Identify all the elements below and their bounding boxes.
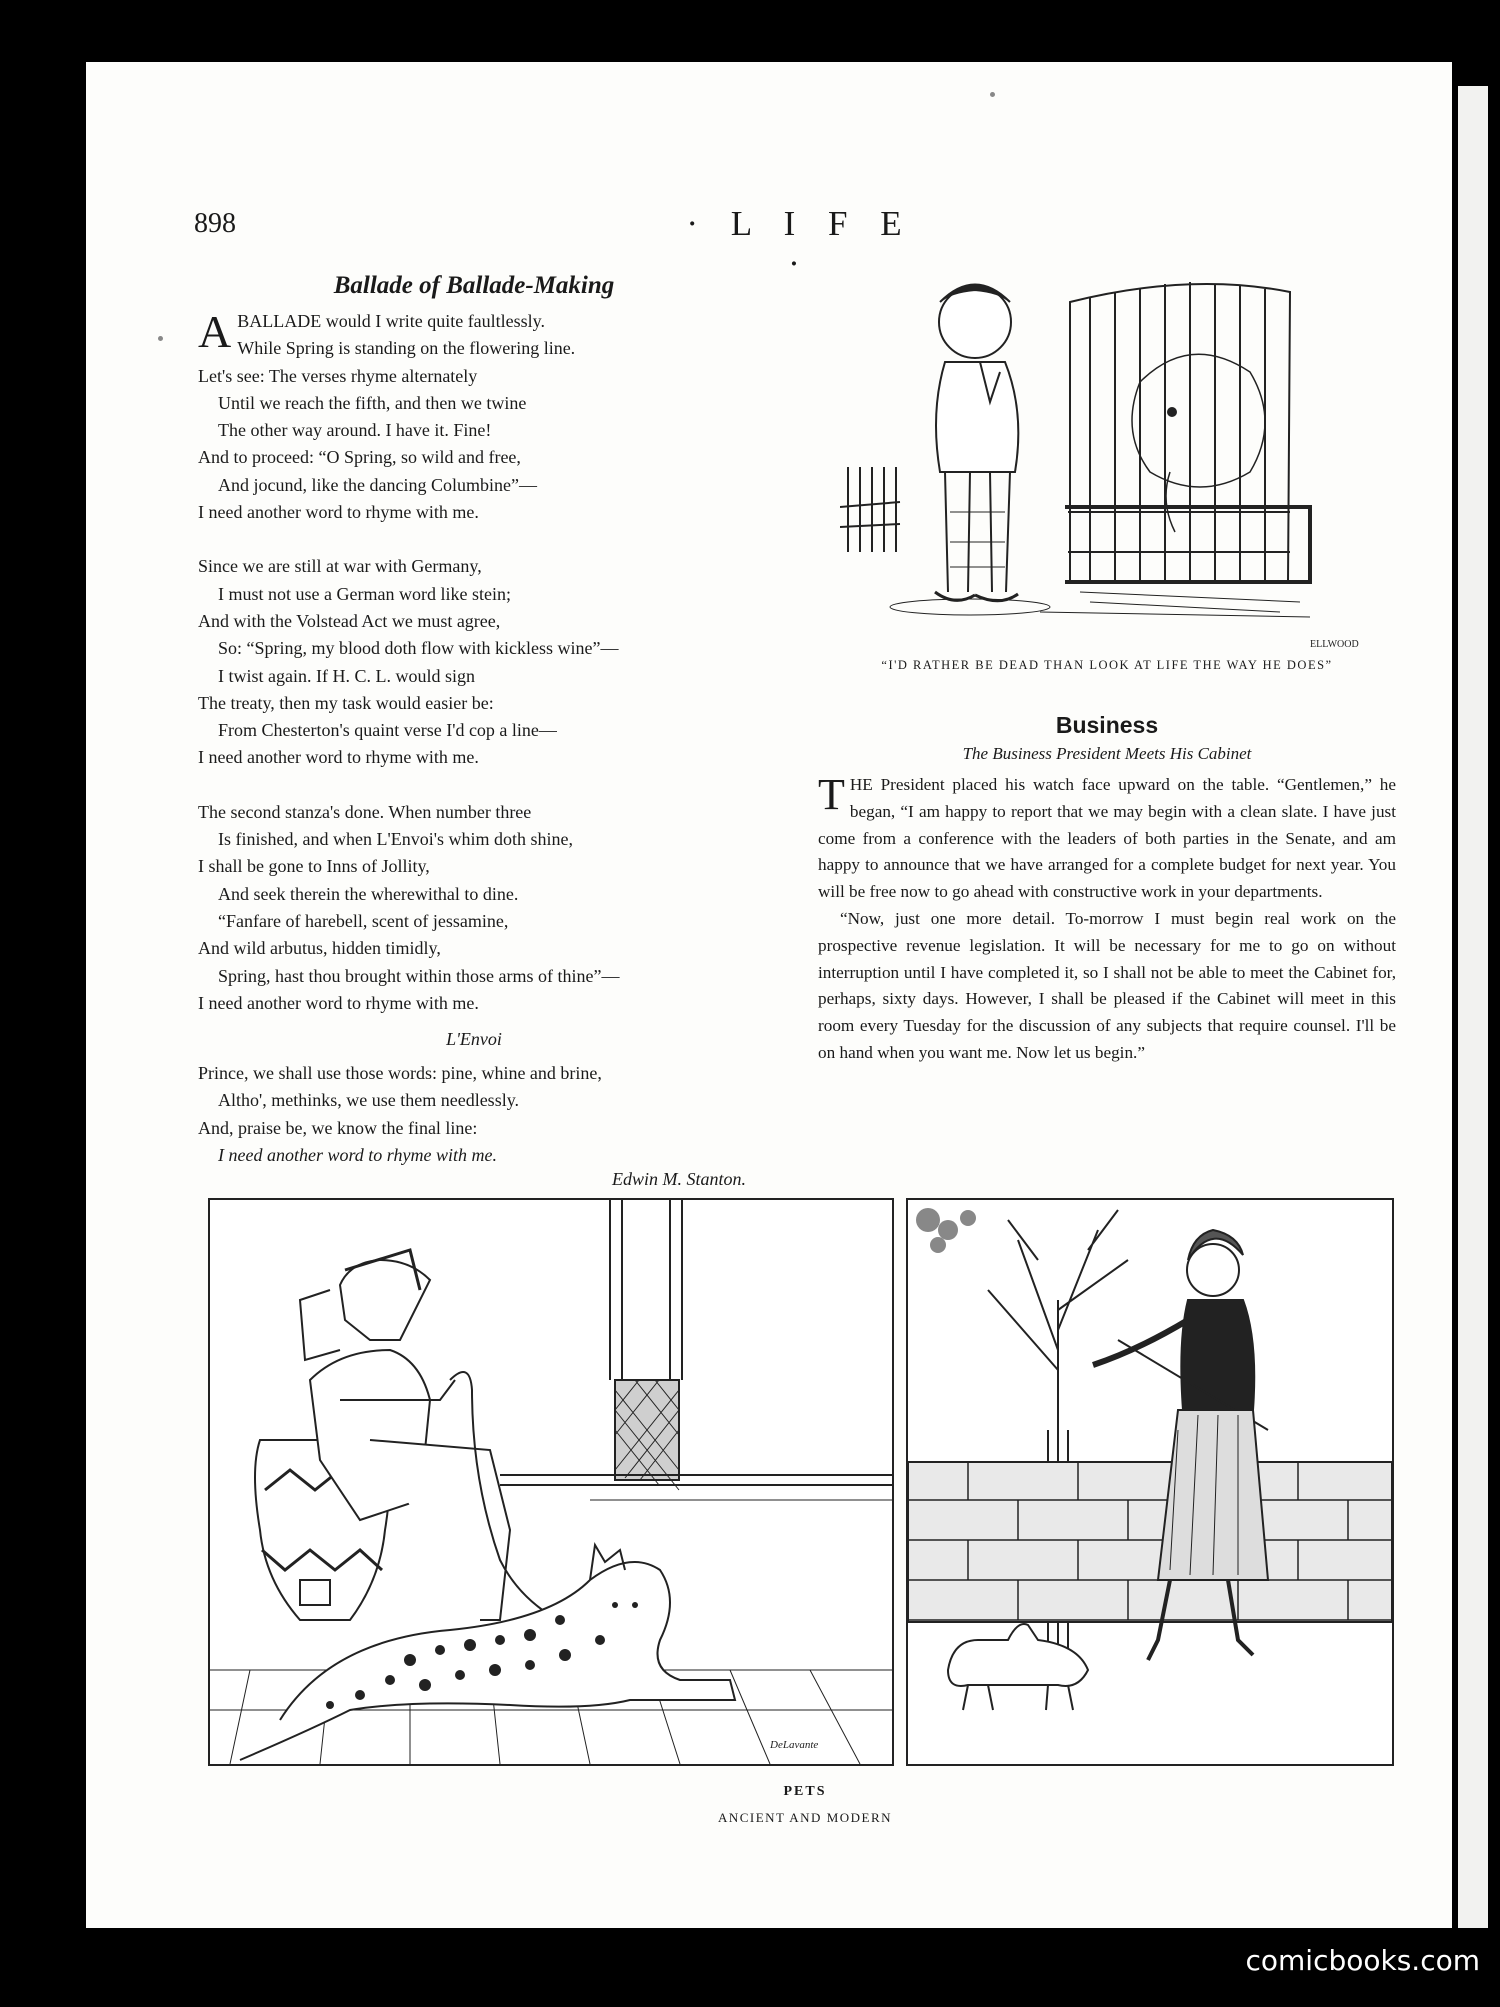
poem-line: I shall be gone to Inns of Jollity, xyxy=(198,856,430,877)
poem-line: Until we reach the fifth, and then we twine xyxy=(218,392,527,413)
poem-line: Let's see: The verses rhyme alternately xyxy=(198,365,478,386)
modern-pets-illustration xyxy=(906,1198,1394,1766)
poem-title: Ballade of Ballade-Making xyxy=(333,272,615,299)
poem-stanza-3 xyxy=(198,799,750,1017)
illustration-subtitle: ANCIENT AND MODERN xyxy=(717,1810,893,1825)
poem-stanza-1 xyxy=(198,308,750,526)
poem-line: And, praise be, we know the final line: xyxy=(198,1117,478,1138)
poem-envoi xyxy=(198,1060,750,1169)
illustration-title: PETS xyxy=(783,1784,827,1799)
poem-line: Is finished, and when L'Envoi's whim doth shine, xyxy=(218,829,573,850)
poem-column xyxy=(198,272,750,1190)
article-title: Business xyxy=(1055,712,1159,738)
poem-line: The second stanza's done. When number three xyxy=(198,801,532,822)
poem-line: “Fanfare of harebell, scent of jessamine, xyxy=(218,910,509,931)
poem-line: And jocund, like the dancing Columbine”— xyxy=(218,474,537,495)
adjacent-page-edge xyxy=(1458,86,1488,1928)
poem-line: I need another word to rhyme with me. xyxy=(198,992,479,1013)
poem-line: While Spring is standing on the flowering line. xyxy=(237,338,576,359)
boy-at-cage-cartoon xyxy=(840,262,1380,652)
site-watermark: comicbooks.com xyxy=(1245,1944,1480,1977)
masthead: · L I F E · xyxy=(686,204,914,283)
poem-line: I must not use a German word like stein; xyxy=(218,583,511,604)
poem-line: From Chesterton's quaint verse I'd cop a line— xyxy=(218,720,557,741)
print-speck xyxy=(158,336,163,341)
artist-signature: DeLavante xyxy=(770,1739,819,1751)
poem-line: And wild arbutus, hidden timidly, xyxy=(198,938,441,959)
poem-line: Since we are still at war with Germany, xyxy=(198,556,482,577)
cartoon-caption: “I'D RATHER BE DEAD THAN LOOK AT LIFE THE WAY HE DOES” xyxy=(881,658,1333,672)
artist-signature: ELLWOOD xyxy=(1310,639,1359,650)
ancient-pets-illustration xyxy=(208,1198,894,1766)
poem-line: The treaty, then my task would easier be: xyxy=(198,692,494,713)
poem-line: So: “Spring, my blood doth flow with kickless wine”— xyxy=(218,638,619,659)
article-paragraph: THE President placed his watch face upward on the table. “Gentlemen,” he began, “I am happy to report that we may begin with a clean slate. I have just come from a conference with the leaders of both parties in the Senate, and am happy to announce that we have arranged for a complete budget for next year. You will be free now to go ahead with constructive work in your departments. xyxy=(818,770,1396,902)
article-subtitle: The Business President Meets His Cabinet xyxy=(962,744,1252,763)
poem-author: Edwin M. Stanton. xyxy=(612,1169,746,1190)
poem-line: The other way around. I have it. Fine! xyxy=(218,420,492,441)
poem-line: Altho', methinks, we use them needlessly. xyxy=(218,1090,520,1111)
article-paragraph: “Now, just one more detail. To-morrow I must begin real work on the prospective revenue legislation. It will be necessary for me to go on without interruption until I have completed it, so I shall not be able to meet the Cabinet for, perhaps, sixty days. However, I shall be pleased if the Cabinet will meet in this room every Tuesday for the discussion of any subjects that require counsel. I'll be on hand when you want me. Now let us begin.” xyxy=(818,908,1396,1062)
business-article xyxy=(818,712,1396,1067)
print-speck xyxy=(990,92,995,97)
drop-cap: A xyxy=(198,306,232,357)
page-number: 898 xyxy=(194,208,236,239)
poem-line: Spring, hast thou brought within those arms of thine”— xyxy=(218,965,620,986)
envoi-heading: L'Envoi xyxy=(446,1029,502,1050)
poem-line: Prince, we shall use those words: pine, whine and brine, xyxy=(198,1063,602,1084)
poem-line: And with the Volstead Act we must agree, xyxy=(198,610,501,631)
drop-cap: T xyxy=(818,770,845,819)
poem-line: I need another word to rhyme with me. xyxy=(198,502,479,523)
poem-line: I twist again. If H. C. L. would sign xyxy=(218,665,475,686)
poem-line: I need another word to rhyme with me. xyxy=(218,1145,497,1166)
poem-line: And to proceed: “O Spring, so wild and free, xyxy=(198,447,521,468)
poem-line: And seek therein the wherewithal to dine. xyxy=(218,883,519,904)
poem-line: I need another word to rhyme with me. xyxy=(198,747,479,768)
poem-line: BALLADE would I write quite faultlessly. xyxy=(237,311,546,331)
poem-stanza-2 xyxy=(198,553,750,771)
